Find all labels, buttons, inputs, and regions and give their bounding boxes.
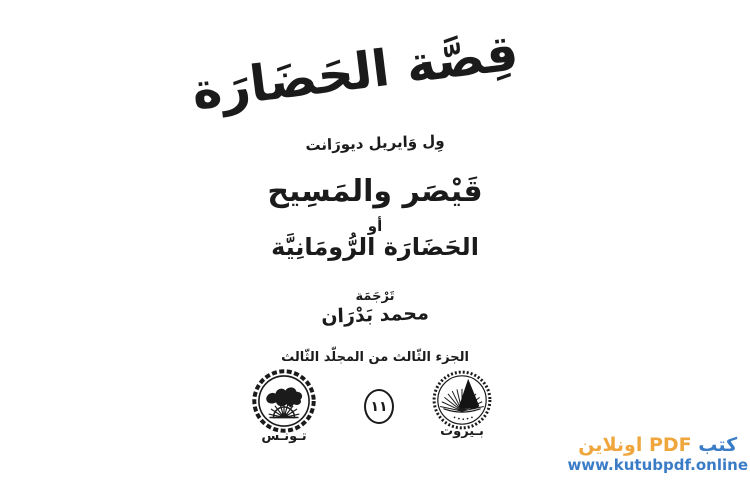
translation-label: تَرْجَمَة — [355, 289, 395, 304]
watermark-brand — [567, 435, 748, 457]
beirut-city-label: بـيروت — [440, 424, 484, 439]
watermark-brand-words-pdf-online: PDF اونلاين — [578, 433, 692, 456]
volume-number-badge: ١١ — [364, 389, 394, 424]
or-divider-word: أو — [367, 217, 383, 235]
part-volume-note: الجزء الثّالث من المجلّد الثّالث — [281, 350, 469, 365]
watermark-url: www.kutubpdf.online — [567, 455, 748, 474]
beirut-publisher-seal-icon — [431, 369, 493, 431]
tunis-city-label: تـونـس — [261, 429, 307, 444]
volume-main-title: قَيْصَر والمَسِيح — [267, 174, 483, 209]
tunis-publisher-seal-icon — [251, 368, 317, 434]
translator-name: محمد بَدْرَان — [320, 302, 430, 328]
site-watermark — [567, 435, 748, 474]
book-title-calligraphy: قِصَّة الحَضَارَة — [188, 23, 522, 121]
watermark-brand-word-kutub: كتب — [698, 433, 738, 456]
author-name: وِل وَايريل ديورَانت — [305, 131, 445, 155]
volume-alt-title: الحَضَارَة الرُّومَانِيَّة — [271, 233, 479, 261]
